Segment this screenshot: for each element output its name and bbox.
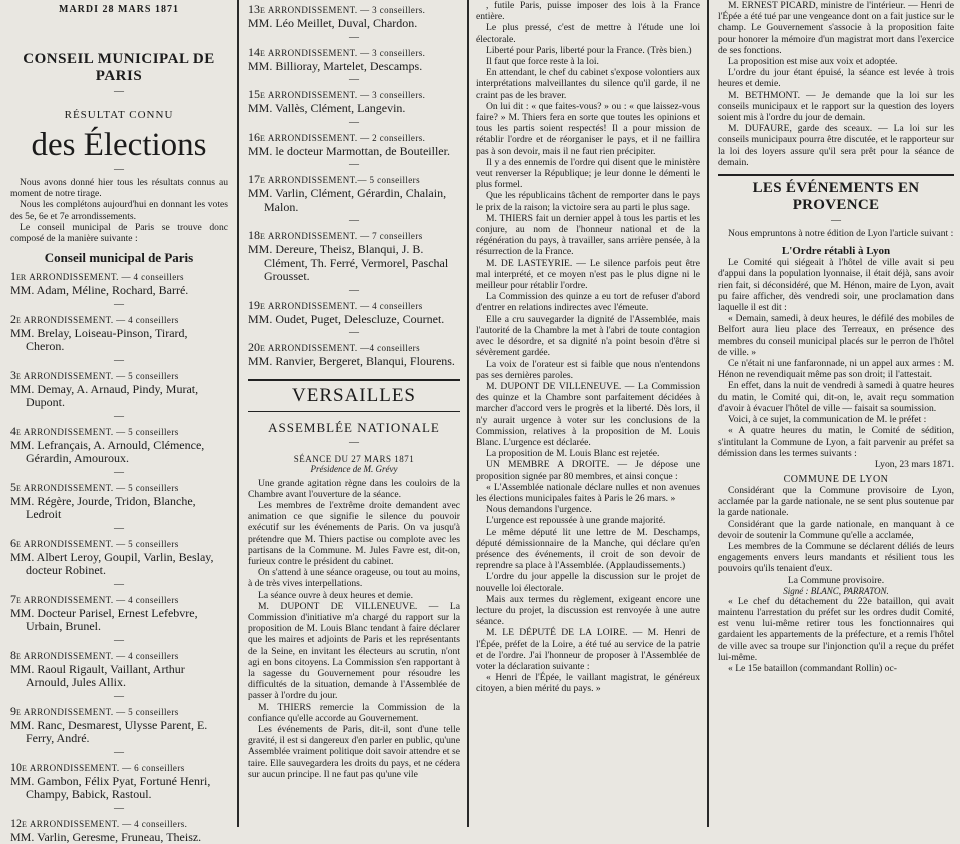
article-paragraph: M. DUFAURE, garde des sceaux. — La loi sur les conseils municipaux pourra être discutée, et le rapporteur sur la loi des loyers assure qu'il sera prêt pour la séance de demain. — [718, 123, 954, 168]
article-paragraph: M. DUPONT DE VILLENEUVE. — La Commission des quinze et la Chambre sont parfaitement décidées à marcher d'accord vers le progrès et la liberté. Dès lors, il n'y aurait urgence à voter sur les conclusions de la Commission, relatives à la proposition de M. Louis Blanc. L'urgence est déclarée. — [476, 380, 700, 448]
article-paragraph: Il y a des ennemis de l'ordre qui disent que le ministère veut renverser la République; je leur donne le démenti le plus formel. — [476, 156, 700, 191]
article-body — [718, 0, 954, 168]
article-body — [476, 0, 700, 695]
article-paragraph: « Le 15e bataillon (commandant Rollin) oc- — [728, 662, 897, 674]
divider: — — [349, 159, 359, 170]
divider: — — [114, 690, 124, 702]
headline-conseil: CONSEIL MUNICIPAL DE PARIS — [23, 51, 215, 84]
article-paragraph: « Henri de l'Épée, le vaillant magistrat, le généreux citoyen, a bien mérité du pays. » — [476, 672, 700, 695]
article-paragraph: M. THIERS fait un dernier appel à tous les partis et les conjure, au nom de l'honneur national et de la régénération du pays, à travailler, sans arrière pensée, à la résurrection de la France. — [476, 212, 700, 258]
intro-paragraph: Nous les complétons aujourd'hui en donnant les votes des 5e, 6e et 7e arrondissements. — [10, 199, 228, 222]
arrondissement-count: ARRONDISSEMENT.— 5 conseillers — [267, 175, 420, 185]
article-paragraph: « Le chef du détachement du 22e bataillon, qui avait maintenu l'arrestation du préfet sur les ordres dudit Comité, est venu lui-même retirer tous les fonctionnaires qui gardaient les appartements de la préfecture, et a remis l'hôtel de ville avec sa troupe sur l'injonction qu'il a reçue du préfet lui-même. — [718, 595, 954, 663]
subheading-commune: COMMUNE DE LYON — [783, 473, 889, 485]
divider: — — [349, 31, 359, 43]
councillor-names: MM. le docteur Marmottan, de Bouteiller. — [248, 143, 450, 158]
article-paragraph: En effet, dans la nuit de vendredi à samedi à quatre heures du matin, le Comité qui, dit-on, le, avait reçu sommation d'avoir à évacuer l'hôtel de ville — faisait sa soumission. — [718, 380, 954, 414]
column-rule — [237, 0, 239, 827]
councillor-names: MM. Varlin, Clément, Gérardin, Chalain, Malon. — [248, 186, 447, 214]
subheading-lyon: L'Ordre rétabli à Lyon — [781, 245, 891, 258]
column-3 — [470, 0, 706, 827]
article-paragraph: En attendant, le chef du cabinet s'expose volontiers aux interprétations malveillantes du silence qu'il garde, il ne craint pas de les braver. — [476, 67, 700, 101]
arrondissement-number: 8e — [10, 647, 21, 662]
article-paragraph: La voix de l'orateur est si faible que nous n'entendons pas ses dernières paroles. — [476, 358, 700, 381]
article-paragraph: M. DUPONT DE VILLENEUVE. — La Commission d'initiative m'a chargé du rapport sur la proposition de M. Louis Blanc tendant à faire déclarer que les maires et adjoints de Paris et les représentants de la Seine, en invitant les électeurs au scrutin, n'ont agi en bons citoyens. La Commission s'en rapportant à la sagesse du Gouvernement pour résoudre les difficultés de la situation, demande à l'Assemblée de passer à l'ordre du jour. — [248, 600, 460, 702]
arrondissement-heading — [10, 313, 228, 327]
divider: — — [114, 354, 124, 366]
article-paragraph: M. LE DÉPUTÉ DE LA LOIRE. — M. Henri de l'Épée, préfet de la Loire, a été tué au service de la patrie et de l'ordre. J'ai l'honneur de proposer à l'Assemblée de voter la déclaration suivante : — [476, 627, 700, 672]
divider: — — [349, 284, 359, 296]
arrondissement-heading — [248, 173, 460, 187]
arrondissement-number: 7e — [10, 591, 21, 606]
article-paragraph: La proposition est mise aux voix et adoptée. — [728, 56, 898, 68]
arrondissement-list — [10, 270, 228, 844]
councillor-names: MM. Varlin, Geresme, Fruneau, Theisz. — [10, 829, 202, 844]
presidence-line: Présidence de M. Grévy — [310, 463, 398, 474]
divider: — — [349, 327, 359, 338]
arrondissement-number: 1er — [10, 269, 27, 284]
article-paragraph: « A quatre heures du matin, le Comité de sédition, s'intitulant la Commune de Lyon, a fait parvenir au préfet sa démission dans les termes suivants : — [718, 425, 954, 459]
arrondissement-count: ARRONDISSEMENT. — 4 conseillers — [23, 314, 179, 325]
section-heading: Conseil municipal de Paris — [44, 250, 194, 266]
article-paragraph: L'ordre du jour étant épuisé, la séance est levée à trois heures et demie. — [718, 67, 954, 90]
dateline: Lyon, 23 mars 1871. — [874, 458, 954, 470]
arrondissement-number: 15e — [248, 87, 265, 101]
divider: — — [114, 634, 124, 646]
column-2 — [240, 0, 466, 827]
article-body — [718, 596, 954, 674]
arrondissement-count: ARRONDISSEMENT. — 3 conseillers. — [267, 5, 426, 15]
arrondissement-number: 16e — [248, 129, 265, 144]
arrondissement-heading — [248, 299, 460, 313]
divider: — — [114, 746, 124, 758]
article-paragraph: Mais aux termes du règlement, exigeant encore une lecture du projet, la discussion est renvoyée à une autre séance. — [476, 593, 700, 628]
arrondissement-heading — [10, 705, 228, 719]
arrondissement-number: 6e — [10, 535, 21, 550]
arrondissement-heading — [248, 88, 460, 102]
arrondissement-heading — [248, 131, 460, 145]
arrondissement-heading — [10, 270, 228, 284]
councillor-names: MM. Adam, Méline, Rochard, Barré. — [10, 283, 189, 298]
arrondissement-count: ARRONDISSEMENT. — 4 conseillers — [23, 594, 179, 605]
headline-elections: des Élections — [31, 127, 207, 163]
article-paragraph: L'ordre du jour appelle la discussion sur le projet de nouvelle loi électorale. — [476, 571, 700, 594]
arrondissement-heading — [10, 481, 228, 495]
column-rule — [707, 0, 709, 827]
councillor-names: MM. Oudet, Puget, Delescluze, Cournet. — [248, 311, 445, 326]
divider: — — [114, 164, 124, 175]
councillor-names: MM. Vallès, Clément, Langevin. — [248, 101, 406, 115]
article-paragraph: Les membres de l'extrême droite demandent avec animation ce que signifie le silence du pouvoir exécutif sur les événements de Paris. On va jusqu'à prétendre que M. Thiers pactise ou complote avec les partisans de la Commune. M. Jules Favre est, dit-on, furieux contre le président du cabinet. — [248, 499, 460, 567]
headline-provence: LES ÉVÉNEMENTS EN PROVENCE — [718, 174, 954, 214]
arrondissement-number: 20e — [248, 340, 265, 354]
arrondissement-number: 17e — [248, 172, 265, 186]
column-rule — [467, 0, 469, 827]
arrondissement-number: 14e — [248, 44, 265, 59]
column-4 — [710, 0, 960, 827]
article-paragraph: Considérant que la garde nationale, en manquant à ce devoir de soutenir la Commune qu'elle a acclamée, — [718, 518, 954, 541]
article-paragraph: Le plus pressé, c'est de mettre à l'étude une loi électorale. — [476, 22, 700, 45]
arrondissement-count: ARRONDISSEMENT. — 6 conseillers — [29, 762, 185, 773]
councillor-names: MM. Billioray, Martelet, Descamps. — [248, 58, 423, 73]
arrondissement-count: ARRONDISSEMENT. —4 conseillers — [267, 343, 420, 353]
arrondissement-heading — [10, 425, 228, 439]
article-paragraph: Il faut que force reste à la loi. — [486, 56, 599, 68]
councillor-names: MM. Lefrançais, A. Arnould, Clémence, Gérardin, Amouroux. — [10, 437, 205, 466]
article-paragraph: Une grande agitation règne dans les couloirs de la Chambre avant l'ouverture de la séance. — [248, 477, 460, 500]
article-paragraph: M. THIERS remercie la Commission de la confiance qu'elle accorde au Gouvernement. — [248, 701, 460, 724]
arrondissement-heading — [248, 229, 460, 243]
article-paragraph: M. DE LASTEYRIE. — Le silence parfois peut être mal interprété, et ce moyen n'est pas le plus digne ni le meilleur pour rétablir l'ordre. — [476, 257, 700, 292]
divider: — — [114, 86, 124, 97]
councillor-names: MM. Demay, A. Arnaud, Pindy, Murat, Dupont. — [10, 381, 199, 410]
article-paragraph: Nous demandons l'urgence. — [486, 504, 592, 516]
article-paragraph: Le même député lit une lettre de M. Deschamps, député démissionnaire de la Manche, qui déclare qu'en présence des événements, il croit de son devoir de reprendre sa place à l'Assemblée. (Applaudissements.) — [476, 526, 700, 572]
arrondissement-heading — [10, 817, 228, 831]
article-paragraph: Voici, à ce sujet, la communication de M. le préfet : — [728, 414, 927, 426]
article-paragraph: Les membres de la Commune se déclarent déliés de leurs engagements envers leurs mandants et résilient tous les pouvoirs qu'ils tenaient d'eux. — [718, 540, 954, 575]
article-paragraph: Que les républicains tâchent de remporter dans le pays le prix de la raison; la victoire sera au parti le plus sage. — [476, 190, 700, 213]
article-paragraph: Le Comité qui siégeait à l'hôtel de ville avait si peu d'appui dans la population lyonnaise, il était déjà, sans avoir rien fait, si déconsidéré, que M. Hénon, maire de Lyon, avait pu faire afficher, dès vendredi soir, une proclamation dans laquelle il est dit : — [718, 257, 954, 314]
article-paragraph: La proposition de M. Louis Blanc est rejetée. — [486, 448, 660, 460]
article-paragraph: Liberté pour Paris, liberté pour la France. (Très bien.) — [486, 44, 692, 56]
signature-names: Signé : BLANC, PARRATON. — [783, 585, 889, 596]
arrondissement-number: 18e — [248, 228, 265, 242]
article-paragraph: « L'Assemblée nationale déclare nulles et non avenues les élections municipales faites à Paris le 26 mars. » — [476, 481, 700, 504]
councillor-names: MM. Ranc, Desmarest, Ulysse Parent, E. Ferry, André. — [10, 717, 208, 746]
councillor-names: MM. Dereure, Theisz, Blanqui, J. B. Clément, Th. Ferré, Vermorel, Paschal Grousset. — [248, 242, 449, 283]
arrondissement-heading — [10, 649, 228, 663]
councillor-names: MM. Brelay, Loiseau-Pinson, Tirard, Cheron. — [10, 325, 188, 354]
divider: — — [114, 410, 124, 422]
councillor-names: MM. Docteur Parisel, Ernest Lefebvre, Urbain, Brunel. — [10, 605, 198, 634]
seance-date: SÉANCE DU 27 MARS 1871 — [293, 453, 415, 464]
arrondissement-number: 12e — [10, 815, 27, 830]
intro-paragraph: Le conseil municipal de Paris se trouve donc composé de la manière suivante : — [10, 221, 228, 245]
article-paragraph: Considérant que la Commune provisoire de Lyon, acclamée par la garde nationale, ne se sent plus soutenue par la garde nationale. — [718, 484, 954, 519]
arrondissement-heading — [248, 46, 460, 60]
divider: — — [114, 522, 124, 534]
arrondissement-heading — [248, 341, 460, 355]
issue-date: MARDI 28 MARS 1871 — [59, 4, 179, 15]
divider: — — [349, 436, 359, 448]
arrondissement-count: ARRONDISSEMENT. — 5 conseillers — [23, 538, 179, 549]
headline-resultat: RÉSULTAT CONNU — [64, 109, 174, 121]
divider: — — [114, 802, 124, 814]
arrondissement-count: ARRONDISSEMENT. — 5 conseillers — [23, 706, 179, 717]
signature-line: La Commune provisoire. — [787, 574, 885, 586]
councillor-names: MM. Gambon, Félix Pyat, Fortuné Henri, Champy, Babick, Rastoul. — [10, 773, 211, 802]
arrondissement-count: ARRONDISSEMENT. — 4 conseillers — [29, 272, 184, 283]
arrondissement-number: 2e — [10, 311, 21, 326]
article-paragraph: , futile Paris, puisse imposer des lois à la France entière. — [476, 0, 700, 23]
arrondissement-count: ARRONDISSEMENT. — 5 conseillers — [23, 370, 179, 381]
arrondissement-count: ARRONDISSEMENT. — 3 conseillers. — [267, 47, 426, 58]
article-paragraph: Ce n'était ni une fanfaronnade, ni un appel aux armes : M. Hénon ne revendiquait même pas son droit; il l'attestait. — [718, 358, 954, 381]
article-paragraph: On lui dit : « que faites-vous? » ou : « que laissez-vous faire? » M. Thiers fera en sorte que toutes les opinions et tous les partis soient respectés! Il a pour mission de rétablir l'ordre et de réorganiser le pays, et il ne faillira pas à son devoir, mais il ne faut rien précipiter. — [476, 100, 700, 157]
arrondissement-number: 19e — [248, 297, 265, 312]
article-paragraph: La Commission des quinze a eu tort de refuser d'abord d'entrer en relations indirectes avec l'émeute. — [476, 291, 700, 314]
article-body — [718, 485, 954, 575]
article-paragraph: « Demain, samedi, à deux heures, le défilé des mobiles de Belfort aura lieu place des Terreaux, en présence des membres du conseil municipal placés sur le perron de l'hôtel de ville. » — [718, 313, 954, 358]
arrondissement-number: 5e — [10, 479, 21, 494]
headline-versailles: VERSAILLES — [248, 379, 460, 412]
arrondissement-number: 3e — [10, 367, 21, 382]
arrondissement-count: ARRONDISSEMENT. — 4 conseillers — [23, 650, 179, 661]
divider: — — [831, 215, 841, 227]
article-paragraph: Elle a cru sauvegarder la dignité de l'Assemblée, mais l'autorité de la Chambre la met à l'abri de toute contagion avec le désordre, et sa dignité n'a point besoin d'être si sévèrement gardée. — [476, 313, 700, 359]
arrondissement-count: ARRONDISSEMENT. — 4 conseillers. — [29, 818, 188, 829]
article-body — [248, 478, 460, 780]
column-1 — [0, 0, 236, 844]
councillor-names: MM. Ranvier, Bergeret, Blanqui, Flourens. — [248, 354, 455, 368]
divider: — — [114, 466, 124, 478]
councillor-names: MM. Raoul Rigault, Vaillant, Arthur Arnould, Jules Allix. — [10, 661, 185, 690]
arrondissement-heading — [10, 761, 228, 775]
intro-paragraph: Nous empruntons à notre édition de Lyon l'article suivant : — [728, 228, 954, 240]
arrondissement-count: ARRONDISSEMENT. — 2 conseillers. — [267, 132, 426, 143]
arrondissement-count: ARRONDISSEMENT. — 5 conseillers — [23, 426, 179, 437]
divider: — — [349, 215, 359, 226]
arrondissement-heading — [10, 537, 228, 551]
article-paragraph: UN MEMBRE A DROITE. — Je dépose une proposition signée par 80 membres, et ainsi conçue : — [476, 459, 700, 482]
divider: — — [114, 578, 124, 590]
article-paragraph: On s'attend à une séance orageuse, ou tout au moins, à de très vives interpellations. — [248, 567, 460, 590]
article-paragraph: Les événements de Paris, dit-il, sont d'une telle gravité, il est si dangereux d'en parler en public, qu'une Assemblée vraiment politique doit savoir attendre et se taire. Elle sauvegardera les droits du pays, et ne cédera sur aucun principe. Il ne faut pas qu'une vile — [248, 723, 460, 780]
article-paragraph: L'urgence est repoussée à une grande majorité. — [486, 515, 666, 527]
arrondissement-count: ARRONDISSEMENT. — 3 conseillers. — [267, 90, 426, 100]
article-paragraph: M. BETHMONT. — Je demande que la loi sur les conseils municipaux et le rapport sur la question des loyers soient mis à l'ordre du jour de demain. — [718, 89, 954, 124]
councillor-names: MM. Régère, Jourde, Tridon, Blanche, Ledroit — [10, 493, 196, 522]
divider: — — [114, 298, 124, 310]
arrondissement-count: ARRONDISSEMENT. — 5 conseillers — [23, 482, 179, 493]
arrondissement-number: 10e — [10, 759, 27, 774]
councillor-names: MM. Léo Meillet, Duval, Chardon. — [248, 16, 418, 30]
arrondissement-heading — [248, 3, 460, 17]
divider: — — [349, 116, 359, 128]
article-paragraph: M. ERNEST PICARD, ministre de l'intérieur. — Henri de l'Épée a été tué par une vengeance dont on a fait justice sur le champ. Le Gouvernement s'associe à la proposition faite pour honorer la mémoire d'un magistrat mort dans l'exercice de ses fonctions. — [718, 0, 954, 56]
arrondissement-count: ARRONDISSEMENT. — 7 conseillers — [267, 231, 423, 241]
arrondissement-number: 13e — [248, 2, 265, 16]
arrondissement-heading — [10, 369, 228, 383]
arrondissement-count: ARRONDISSEMENT. — 4 conseillers — [267, 300, 423, 311]
arrondissement-number: 4e — [10, 423, 21, 438]
councillor-names: MM. Albert Leroy, Goupil, Varlin, Beslay, docteur Robinet. — [10, 549, 214, 578]
article-paragraph: La séance ouvre à deux heures et demie. — [258, 589, 414, 601]
intro-paragraph: Nous avons donné hier tous les résultats connus au moment de notre tirage. — [10, 177, 228, 200]
headline-assemblee: ASSEMBLÉE NATIONALE — [268, 419, 440, 435]
arrondissement-heading — [10, 593, 228, 607]
arrondissement-number: 9e — [10, 703, 21, 718]
divider: — — [349, 74, 359, 85]
arrondissement-list — [248, 3, 460, 369]
article-body — [718, 257, 954, 459]
